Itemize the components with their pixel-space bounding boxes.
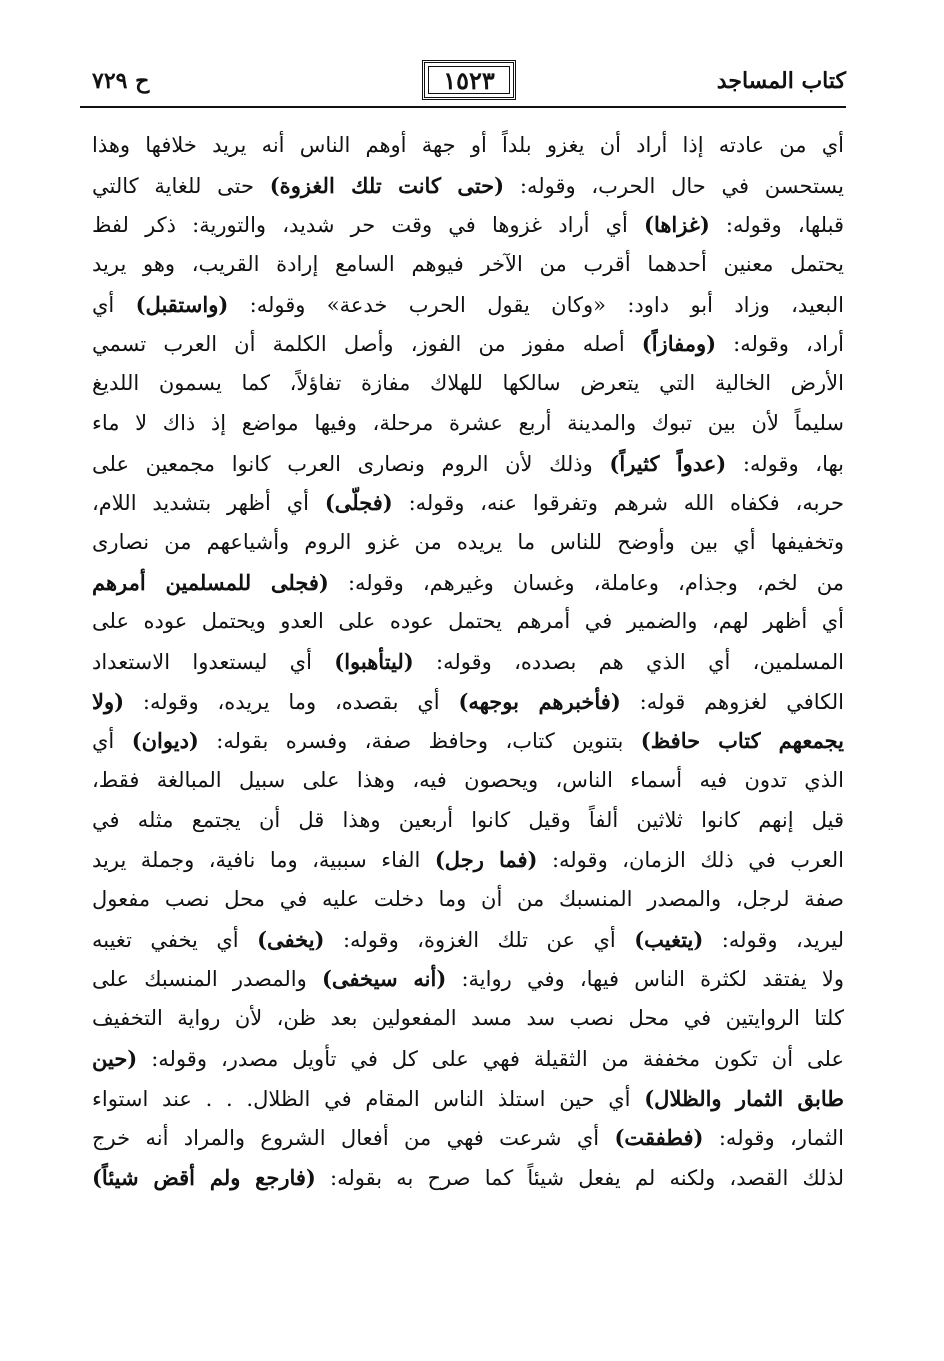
text-line (92, 285, 844, 325)
header-divider (80, 106, 846, 108)
text-line (92, 523, 844, 563)
quoted-term: (يتغيب) (634, 926, 704, 952)
text-line (92, 205, 844, 245)
text-line (92, 999, 844, 1039)
text-segment: بتنوين كتاب، وحافظ صفة، وفسره بقوله: (198, 729, 641, 754)
text-segment: على أن تكون مخففة من الثقيلة فهي على كل في تأويل مصدر، وقوله: (137, 1046, 844, 1071)
text-segment: قيل إنهم كانوا ثلاثين ألفاً وقيل كانوا أربعين وهذا قل أن يجتمع مثله في (92, 807, 844, 832)
quoted-term: (فارجع ولم أقض شيئاً) (92, 1164, 316, 1190)
text-segment: أي ليستعدوا الاستعداد (92, 649, 335, 674)
quoted-term: (ومفازاً) (641, 331, 717, 357)
text-line (92, 840, 844, 880)
quoted-term: طابق الثمار والظلال) (644, 1085, 844, 1111)
text-line (92, 682, 844, 722)
text-segment: قبلها، وقوله: (709, 213, 844, 238)
text-line (92, 880, 844, 920)
text-segment: يحتمل معنين أحدهما أقرب من الآخر فيوهم السامع إرادة القريب، وهو يريد (92, 252, 844, 277)
text-line (92, 444, 844, 484)
text-segment: أي بقصده، وما يريده، وقوله: (124, 689, 459, 714)
text-line (92, 563, 844, 603)
text-segment: الذي تدون فيه أسماء الناس، ويحصون فيه، وهذا على سبيل المبالغة فقط، (92, 768, 844, 792)
quoted-term: يجمعهم كتاب حافظ) (640, 728, 844, 754)
page-number: ١٥٢٣ (443, 65, 495, 95)
text-segment: يستحسن في حال الحرب، وقوله: (504, 173, 844, 198)
text-segment: العرب في ذلك الزمان، وقوله: (537, 848, 844, 873)
quoted-term: (فأخبرهم بوجهه) (458, 688, 621, 714)
text-line (92, 483, 844, 523)
text-segment: الثمار، وقوله: (703, 1126, 844, 1151)
quoted-term: (حتى كانت تلك الغزوة) (269, 172, 505, 198)
quoted-term: (عدواً كثيراً) (609, 450, 727, 476)
text-segment: ولا يفتقد لكثرة الناس فيها، وفي رواية: (446, 967, 844, 992)
quoted-term: (فجلّى) (324, 490, 393, 516)
quoted-term: (ولا (92, 688, 125, 714)
text-line (92, 245, 844, 285)
text-segment: أي حين استلذ الناس المقام في الظلال. . . عند استواء (92, 1086, 645, 1111)
quoted-term: (فجلى للمسلمين أمرهم (92, 569, 329, 595)
book-title: كتاب المساجد (716, 68, 846, 94)
text-line (92, 1158, 844, 1198)
text-line (92, 721, 844, 761)
text-segment: ليريد، وقوله: (703, 927, 844, 952)
text-segment: الأرض الخالية التي يتعرض سالكها للهلاك مفازة تفاؤلاً، كما يسمون اللديغ (92, 371, 844, 396)
text-segment: أراد، وقوله: (716, 332, 844, 357)
text-segment: أي أراد غزوها في وقت حر شديد، والتورية: ذكر لفظ (92, 213, 645, 238)
text-line (92, 602, 844, 642)
text-segment: وتخفيفها أي بين وأوضح للناس ما يريده من غزو الروم وأشياعهم من نصارى (92, 529, 844, 554)
quoted-term: (ديوان) (131, 728, 199, 754)
text-segment: من لخم، وجذام، وعاملة، وغسان وغيرهم، وقوله: (328, 570, 844, 595)
text-segment: كلتا الروايتين في محل نصب سد مسد المفعولين بعد ظن، لأن رواية التخفيف (92, 1006, 844, 1031)
text-segment: صفة لرجل، والمصدر المنسبك من أن وما دخلت عليه في محل نصب مفعول (92, 887, 844, 912)
text-line (92, 166, 844, 206)
page-header (80, 60, 846, 108)
text-segment: الفاء سببية، وما نافية، وجملة يريد (92, 848, 435, 873)
quoted-term: (أنه سيخفى) (321, 966, 447, 992)
quoted-term: (واستقبل) (135, 291, 229, 317)
quoted-term: (يخفى) (257, 926, 325, 952)
text-line (92, 761, 844, 801)
text-segment: والمصدر المنسبك على (92, 967, 322, 992)
quoted-term: (فطفقت) (614, 1125, 704, 1151)
text-segment: أي (92, 729, 132, 754)
text-segment: بها، وقوله: (726, 451, 844, 476)
text-segment: أصله مفوز من الفوز، وأصل الكلمة أن العرب تسمي (92, 332, 642, 357)
text-segment: سليماً لأن بين تبوك والمدينة أربع عشرة مرحلة، وفيها مواضع إذ ذاك لا ماء (92, 410, 844, 435)
body-text (92, 126, 844, 1198)
text-line (92, 364, 844, 404)
text-segment: أي يخفي تغيبه (92, 927, 258, 952)
text-line (92, 1118, 844, 1158)
text-line (92, 801, 844, 841)
text-line (92, 959, 844, 999)
text-line (92, 404, 844, 444)
page-number-frame (422, 60, 516, 100)
text-segment: أي أظهر بتشديد اللام، (92, 491, 325, 516)
text-segment: لذلك القصد، ولكنه لم يفعل شيئاً كما صرح به بقوله: (315, 1165, 844, 1190)
text-segment: أي (92, 292, 136, 317)
text-segment: حتى للغاية كالتي (92, 173, 270, 198)
text-segment: الكافي لغزوهم قوله: (620, 689, 844, 714)
quoted-term: (ليتأهبوا) (334, 648, 414, 674)
text-segment: المسلمين، أي الذي هم بصدده، وقوله: (413, 649, 844, 674)
quoted-term: (حين (92, 1045, 138, 1071)
quoted-term: (غزاها) (644, 212, 710, 238)
text-segment: أي عن تلك الغزوة، وقوله: (324, 927, 635, 952)
text-segment: وذلك لأن الروم ونصارى العرب كانوا مجمعين على (92, 451, 610, 476)
quoted-term: (فما رجل) (434, 847, 538, 873)
text-segment: أي شرعت فهي من أفعال الشروع والمراد أنه خرج (92, 1126, 615, 1151)
text-line (92, 1039, 844, 1079)
text-segment: أي أظهر لهم، والضمير في أمرهم يحتمل عوده على العدو ويحتمل عوده على (92, 609, 844, 634)
text-segment: أي من عادته إذا أراد أن يغزو بلداً أو جهة أوهم الناس أنه يريد خلافها وهذا (92, 133, 844, 157)
text-segment: البعيد، وزاد أبو داود: «وكان يقول الحرب خدعة» وقوله: (228, 292, 844, 317)
hadith-reference: ح ٧٢٩ (92, 68, 150, 94)
text-segment: حربه، فكفاه الله شرهم وتفرقوا عنه، وقوله: (392, 491, 844, 516)
text-line (92, 920, 844, 960)
text-line (92, 642, 844, 682)
text-line (92, 324, 844, 364)
text-line (92, 126, 844, 166)
text-line (92, 1079, 844, 1119)
